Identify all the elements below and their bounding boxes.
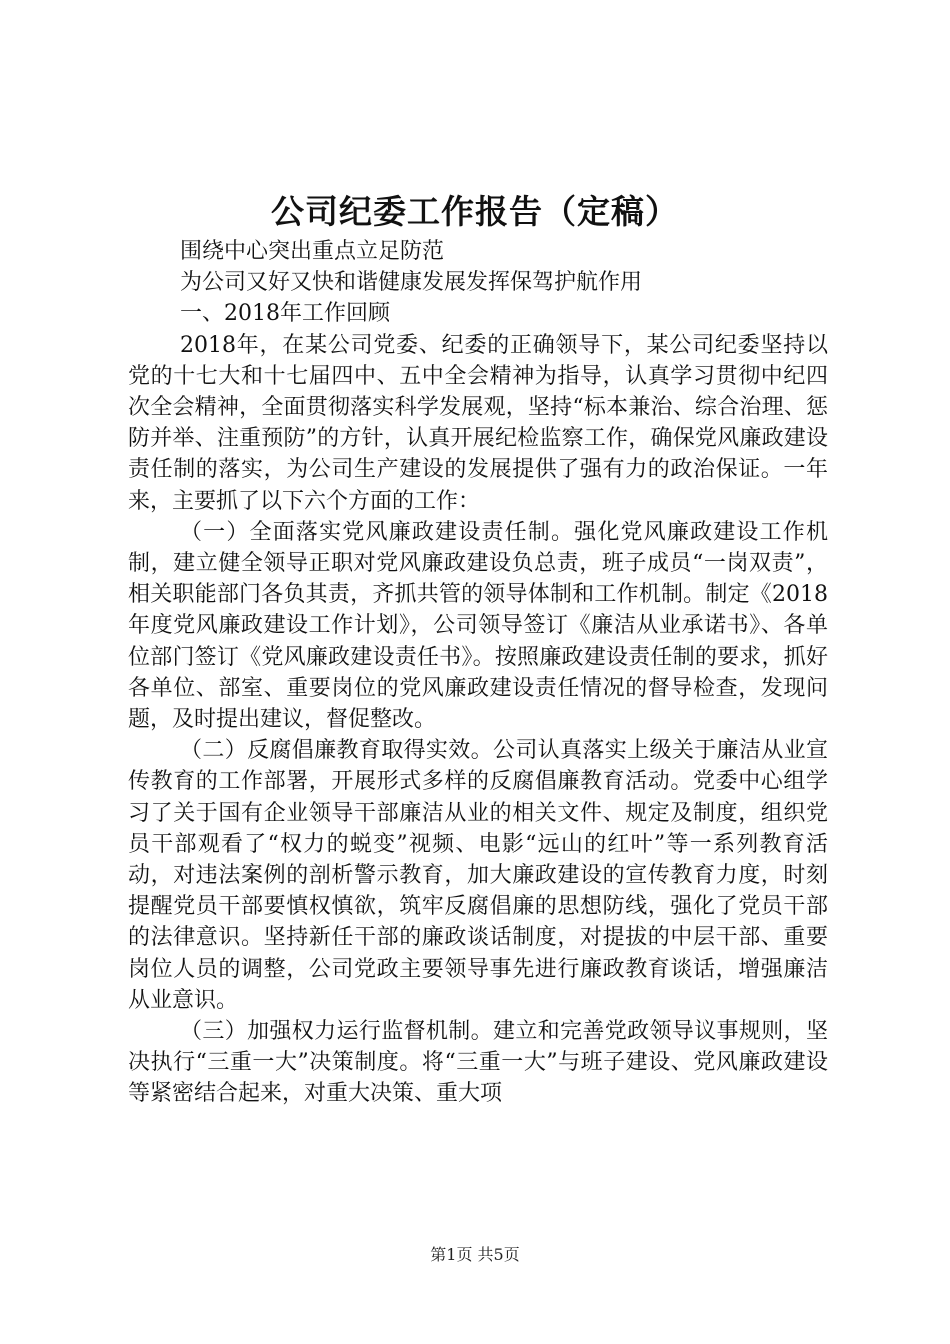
paragraph-intro: 2018年，在某公司党委、纪委的正确领导下，某公司纪委坚持以党的十七大和十七届四中、五中全会精神为指导，认真学习贯彻中纪四次全会精神，全面贯彻落实科学发展观，坚持“标本兼治、综合治理、惩防并举、注重预防”的方针，认真开展纪检监察工作，确保党风廉政建设责任制的落实，为公司生产建设的发展提供了强有力的政治保证。一年来，主要抓了以下六个方面的工作：: [128, 332, 828, 514]
subtitle-line-2: 为公司又好又快和谐健康发展发挥保驾护航作用: [180, 270, 643, 296]
document-title: 公司纪委工作报告（定稿）: [271, 192, 679, 231]
page-number-footer: 第1页 共5页: [430, 1245, 520, 1264]
section-heading: 一、2018年工作回顾: [180, 301, 390, 327]
subtitle-line-1: 围绕中心突出重点立足防范: [180, 239, 445, 264]
paragraph-item-1: （一）全面落实党风廉政建设责任制。强化党风廉政建设工作机制，建立健全领导正职对党风廉政建设负总责，班子成员“一岗双责”，相关职能部门各负其责，齐抓共管的领导体制和工作机制。制定《2018年度党风廉政建设工作计划》，公司领导签订《廉洁从业承诺书》、各单位部门签订《党风廉政建设责任书》。按照廉政建设责任制的要求，抓好各单位、部室、重要岗位的党风廉政建设责任情况的督导检查，发现问题，及时提出建议，督促整改。: [128, 519, 828, 732]
document-body: [128, 236, 828, 1110]
paragraph-item-3: （三）加强权力运行监督机制。建立和完善党政领导议事规则，坚决执行“三重一大”决策制度。将“三重一大”与班子建设、党风廉政建设等紧密结合起来，对重大决策、重大项: [128, 1019, 828, 1107]
paragraph-item-2: （二）反腐倡廉教育取得实效。公司认真落实上级关于廉洁从业宣传教育的工作部署，开展形式多样的反腐倡廉教育活动。党委中心组学习了关于国有企业领导干部廉洁从业的相关文件、规定及制度，组织党员干部观看了“权力的蜕变”视频、电影“远山的红叶”等一系列教育活动，对违法案例的剖析警示教育，加大廉政建设的宣传教育力度，时刻提醒党员干部要慎权慎欲，筑牢反腐倡廉的思想防线，强化了党员干部的法律意识。坚持新任干部的廉政谈话制度，对提拔的中层干部、重要岗位人员的调整，公司党政主要领导事先进行廉政教育谈话，增强廉洁从业意识。: [128, 738, 828, 1013]
